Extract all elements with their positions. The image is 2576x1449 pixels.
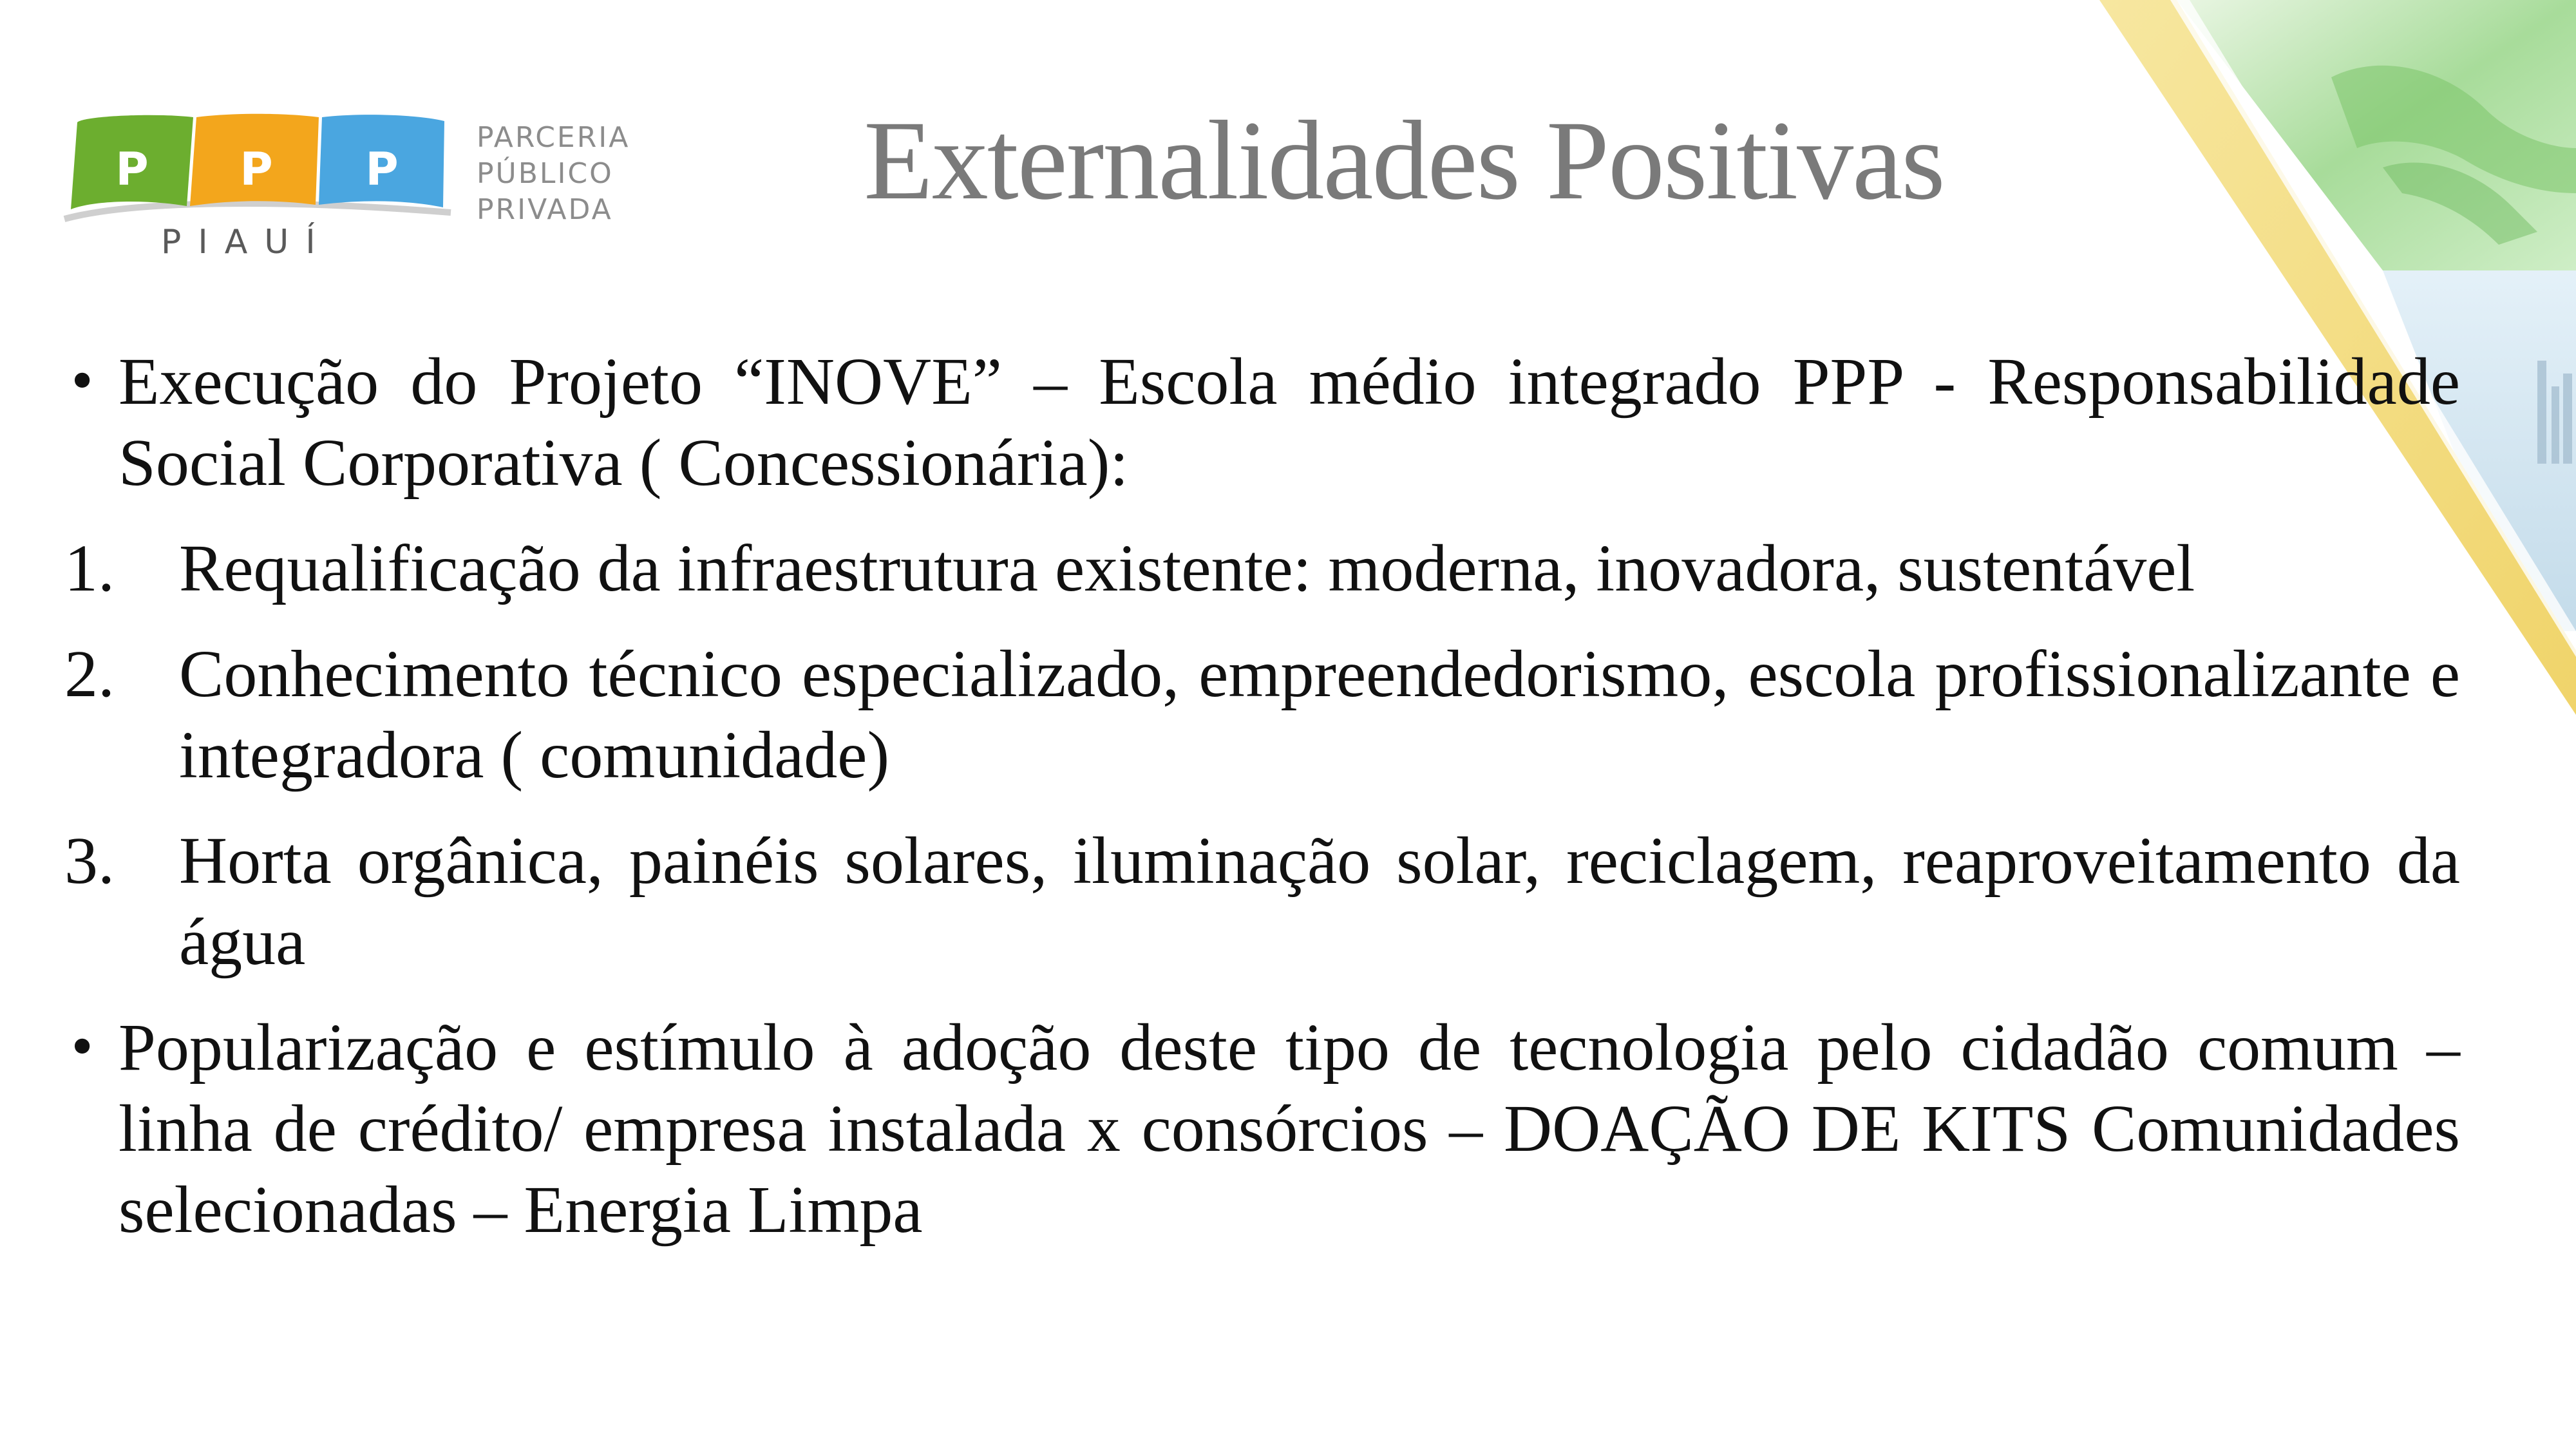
numbered-item-1 bbox=[64, 528, 2460, 609]
slide-title: Externalidades Positivas bbox=[864, 98, 1944, 223]
logo-letter-p2: P bbox=[240, 143, 273, 196]
bullet-marker: • bbox=[67, 352, 98, 412]
number-marker: 3. bbox=[64, 824, 115, 898]
logo-letter-p1: P bbox=[115, 143, 149, 196]
bullet-item-inove bbox=[64, 341, 2460, 504]
numbered-text: Horta orgânica, painéis solares, iluminação solar, reciclagem, reaproveitamento da água bbox=[179, 824, 2460, 979]
slide-body bbox=[64, 341, 2460, 1275]
number-marker: 1. bbox=[64, 531, 115, 605]
logo-word-parceria: PARCERIA bbox=[477, 121, 630, 154]
bullet-marker: • bbox=[67, 1018, 98, 1077]
ppp-piaui-logo bbox=[58, 103, 650, 270]
bullet-item-popularizacao bbox=[64, 1007, 2460, 1251]
bullet-text: Execução do Projeto “INOVE” – Escola médio integrado PPP - Responsabilidade Social Corporativa ( Concessionária): bbox=[118, 345, 2460, 500]
bullet-text: Popularização e estímulo à adoção deste tipo de tecnologia pelo cidadão comum – linha de crédito/ empresa instalada x consórcios – DOAÇÃO DE KITS Comunidades selecionadas – Energia Limpa bbox=[118, 1010, 2460, 1247]
logo-tagline bbox=[477, 120, 630, 228]
logo-state-name: PIAUÍ bbox=[161, 223, 332, 261]
logo-letter-p3: P bbox=[365, 143, 399, 196]
numbered-text: Conhecimento técnico especializado, empreendedorismo, escola profissionalizante e integradora ( comunidade) bbox=[179, 637, 2460, 792]
numbered-text: Requalificação da infraestrutura existente: moderna, inovadora, sustentável bbox=[179, 531, 2195, 605]
number-marker: 2. bbox=[64, 637, 115, 711]
logo-word-publico: PÚBLICO bbox=[477, 157, 614, 190]
numbered-item-2 bbox=[64, 634, 2460, 796]
logo-word-privada: PRIVADA bbox=[477, 193, 613, 226]
numbered-item-3 bbox=[64, 820, 2460, 983]
